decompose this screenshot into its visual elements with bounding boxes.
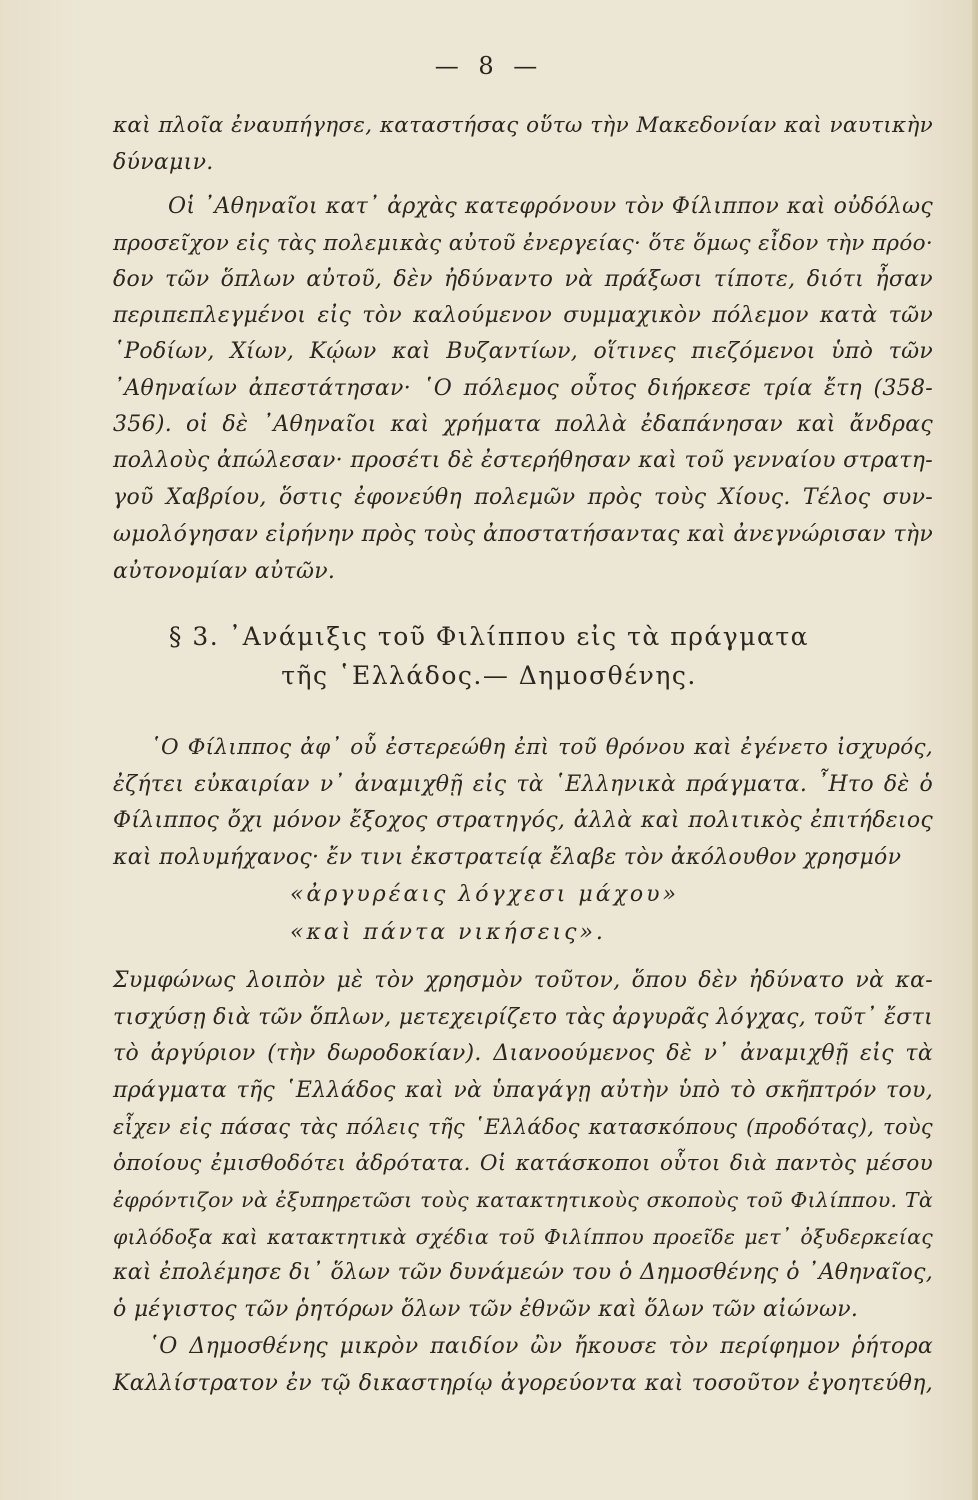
text-line: ῾Ροδίων, Χίων, Κῴων καὶ Βυζαντίων, οἵτινες πιεζόμενοι ὑπὸ τῶν bbox=[113, 339, 933, 364]
text-line: πολλοὺς ἀπώλεσαν· προσέτι δὲ ἐστερήθησαν καὶ τοῦ γενναίου στρατη- bbox=[113, 448, 933, 473]
oracle-quote: «ἀργυρέαις λόγχεσι μάχου» bbox=[290, 882, 679, 907]
text-line: δον τῶν ὅπλων αὐτοῦ, δὲν ἠδύναντο νὰ πράξωσι τίποτε, διότι ἦσαν bbox=[113, 267, 933, 292]
text-line: ὁποίους ἐμισθοδότει ἀδρότατα. Οἱ κατάσκοποι οὗτοι διὰ παντὸς μέσου bbox=[113, 1151, 933, 1176]
text-line: ωμολόγησαν εἰρήνην πρὸς τοὺς ἀποστατήσαντας καὶ ἀνεγνώρισαν τὴν bbox=[113, 522, 933, 547]
text-line: καὶ ἐπολέμησε δι᾿ ὅλων τῶν δυνάμεών του ὁ Δημοσθένης ὁ ᾿Αθηναῖος, bbox=[113, 1260, 933, 1285]
text-line: ῾Ο Δημοσθένης μικρὸν παιδίον ὢν ἤκουσε τὸν περίφημον ῥήτορα bbox=[148, 1334, 933, 1359]
text-line: Καλλίστρατον ἐν τῷ δικαστηρίῳ ἀγορεύοντα καὶ τοσοῦτον ἐγοητεύθη, bbox=[113, 1371, 933, 1396]
text-line: τισχύσῃ διὰ τῶν ὅπλων, μετεχειρίζετο τὰς ἀργυρᾶς λόγχας, τοῦτ᾿ ἔστι bbox=[113, 1005, 933, 1030]
text-line: ἐφρόντιζον νὰ ἐξυπηρετῶσι τοὺς κατακτητικοὺς σκοποὺς τοῦ Φιλίππου. Τὰ bbox=[113, 1188, 933, 1212]
text-line: φιλόδοξα καὶ κατακτητικὰ σχέδια τοῦ Φιλίππου προεῖδε μετ᾿ ὀξυδερκείας bbox=[113, 1225, 933, 1249]
text-line: ἐζήτει εὐκαιρίαν ν᾿ ἀναμιχθῇ εἰς τὰ ῾Ελληνικὰ πράγματα. ῏Ητο δὲ ὁ bbox=[113, 772, 933, 797]
page-number: — 8 — bbox=[434, 52, 544, 80]
text-line: 356). οἱ δὲ ᾿Αθηναῖοι καὶ χρήματα πολλὰ ἐδαπάνησαν καὶ ἄνδρας bbox=[113, 412, 933, 437]
text-line: Οἱ ᾿Αθηναῖοι κατ᾿ ἀρχὰς κατεφρόνουν τὸν Φίλιππον καὶ οὐδόλως bbox=[168, 194, 933, 219]
text-line: εἶχεν εἰς πάσας τὰς πόλεις τῆς ῾Ελλάδος κατασκόπους (προδότας), τοὺς bbox=[113, 1115, 933, 1139]
text-line: πράγματα τῆς ῾Ελλάδος καὶ νὰ ὑπαγάγῃ αὐτὴν ὑπὸ τὸ σκῆπτρόν του, bbox=[113, 1078, 933, 1103]
text-line: ᾿Αθηναίων ἀπεστάτησαν· ῾Ο πόλεμος οὗτος διήρκεσε τρία ἔτη (358- bbox=[113, 376, 933, 401]
text-line: τὸ ἀργύριον (τὴν δωροδοκίαν). Διανοούμενος δὲ ν᾿ ἀναμιχθῇ εἰς τὰ bbox=[113, 1041, 933, 1066]
section-heading: § 3. ᾿Ανάμιξις τοῦ Φιλίππου εἰς τὰ πράγματα bbox=[168, 622, 810, 651]
text-line: ῾Ο Φίλιππος ἀφ᾿ οὗ ἐστερεώθη ἐπὶ τοῦ θρόνου καὶ ἐγένετο ἰσχυρός, bbox=[150, 735, 933, 760]
text-line: δύναμιν. bbox=[113, 150, 214, 175]
text-line: αὐτονομίαν αὐτῶν. bbox=[113, 559, 336, 584]
text-line: προσεῖχον εἰς τὰς πολεμικὰς αὐτοῦ ἐνεργείας· ὅτε ὅμως εἶδον τὴν πρόο· bbox=[113, 231, 933, 256]
section-heading: τῆς ῾Ελλάδος.— Δημοσθένης. bbox=[281, 661, 697, 690]
text-line: περιπεπλεγμένοι εἰς τὸν καλούμενον συμμαχικὸν πόλεμον κατὰ τῶν bbox=[113, 303, 933, 328]
text-line: ὁ μέγιστος τῶν ῥητόρων ὅλων τῶν ἐθνῶν καὶ ὅλων τῶν αἰώνων. bbox=[113, 1297, 859, 1322]
page-edge bbox=[972, 0, 978, 1500]
text-line: καὶ πλοῖα ἐναυπήγησε, καταστήσας οὕτω τὴν Μακεδονίαν καὶ ναυτικὴν bbox=[113, 113, 933, 138]
oracle-quote: «καὶ πάντα νικήσεις». bbox=[290, 920, 606, 945]
text-line: γοῦ Χαβρίου, ὅστις ἐφονεύθη πολεμῶν πρὸς τοὺς Χίους. Τέλος συν- bbox=[113, 485, 933, 510]
text-line: Φίλιππος ὄχι μόνον ἔξοχος στρατηγός, ἀλλὰ καὶ πολιτικὸς ἐπιτήδειος bbox=[113, 808, 933, 833]
text-line: καὶ πολυμήχανος· ἔν τινι ἐκστρατείᾳ ἔλαβε τὸν ἀκόλουθον χρησμόν bbox=[113, 845, 902, 870]
text-line: Συμφώνως λοιπὸν μὲ τὸν χρησμὸν τοῦτον, ὅπου δὲν ἠδύνατο νὰ κα- bbox=[113, 968, 933, 993]
